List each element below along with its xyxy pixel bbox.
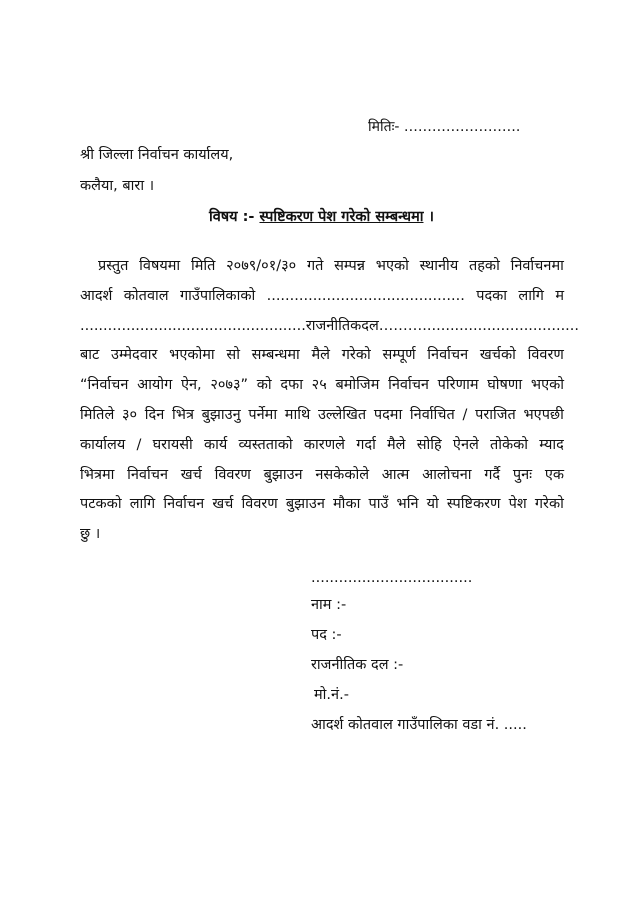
body-line: कार्यालय / घरायसी कार्य व्यस्तताको कारणले गर्दा मैले सोहि ऐनले तोकेको म्याद	[80, 436, 564, 453]
subject-line	[0, 206, 643, 226]
letter-body	[80, 252, 580, 550]
date-line: मितिः- …………………….	[368, 119, 521, 135]
signature-post: पद :-	[311, 627, 342, 643]
body-line: मितिले ३० दिन भित्र बुझाउनु पर्नेमा माथि उल्लेखित पदमा निर्वाचित / पराजित भएपछी	[80, 406, 564, 423]
body-line: आदर्श कोतवाल गाउँपालिकाको ........................................... पदका लागि म	[80, 287, 564, 304]
signature-party: राजनीतिक दल :-	[311, 657, 404, 673]
body-line: बाट उम्मेदवार भएकोमा सो सम्बन्धमा मैले गरेको सम्पूर्ण निर्वाचन खर्चको विवरण	[80, 347, 564, 364]
signature-name: नाम :-	[311, 597, 347, 613]
subject-label: विषय :-	[208, 209, 260, 225]
signature-dots: ...................................	[311, 570, 473, 586]
subject-end: ।	[423, 209, 435, 225]
subject-text: स्पष्टिकरण पेश गरेको सम्बन्धमा	[259, 209, 424, 225]
body-line: पटकको लागि निर्वाचन खर्च विवरण बुझाउन मौका पाउँ भनि यो स्पष्टिकरण पेश गरेको	[80, 496, 564, 513]
body-line: भित्रमा निर्वाचन खर्च विवरण बुझाउन नसकेकोले आत्म आलोचना गर्दै पुनः एक	[80, 466, 564, 483]
addressee-block	[80, 140, 233, 202]
signature-block	[311, 566, 527, 740]
body-line: प्रस्तुत विषयमा मिति २०७९/०१/३० गते सम्पन्न भएको स्थानीय तहको निर्वाचनमा	[98, 258, 564, 274]
body-line: छु ।	[80, 526, 101, 543]
addressee-office: श्री जिल्ला निर्वाचन कार्यालय,	[80, 147, 234, 163]
signature-mobile: मो.नं.-	[314, 687, 349, 703]
addressee-location: कलैया, बारा ।	[80, 178, 155, 194]
body-line: “निर्वाचन आयोग ऐन, २०७३” को दफा २५ बमोजिम निर्वाचन परिणाम घोषणा भएको	[80, 377, 564, 394]
body-line: ................................................. राजनीतिक दल ………..................................	[80, 317, 580, 334]
signature-ward: आदर्श कोतवाल गाउँपालिका वडा नं. .....	[311, 717, 527, 733]
